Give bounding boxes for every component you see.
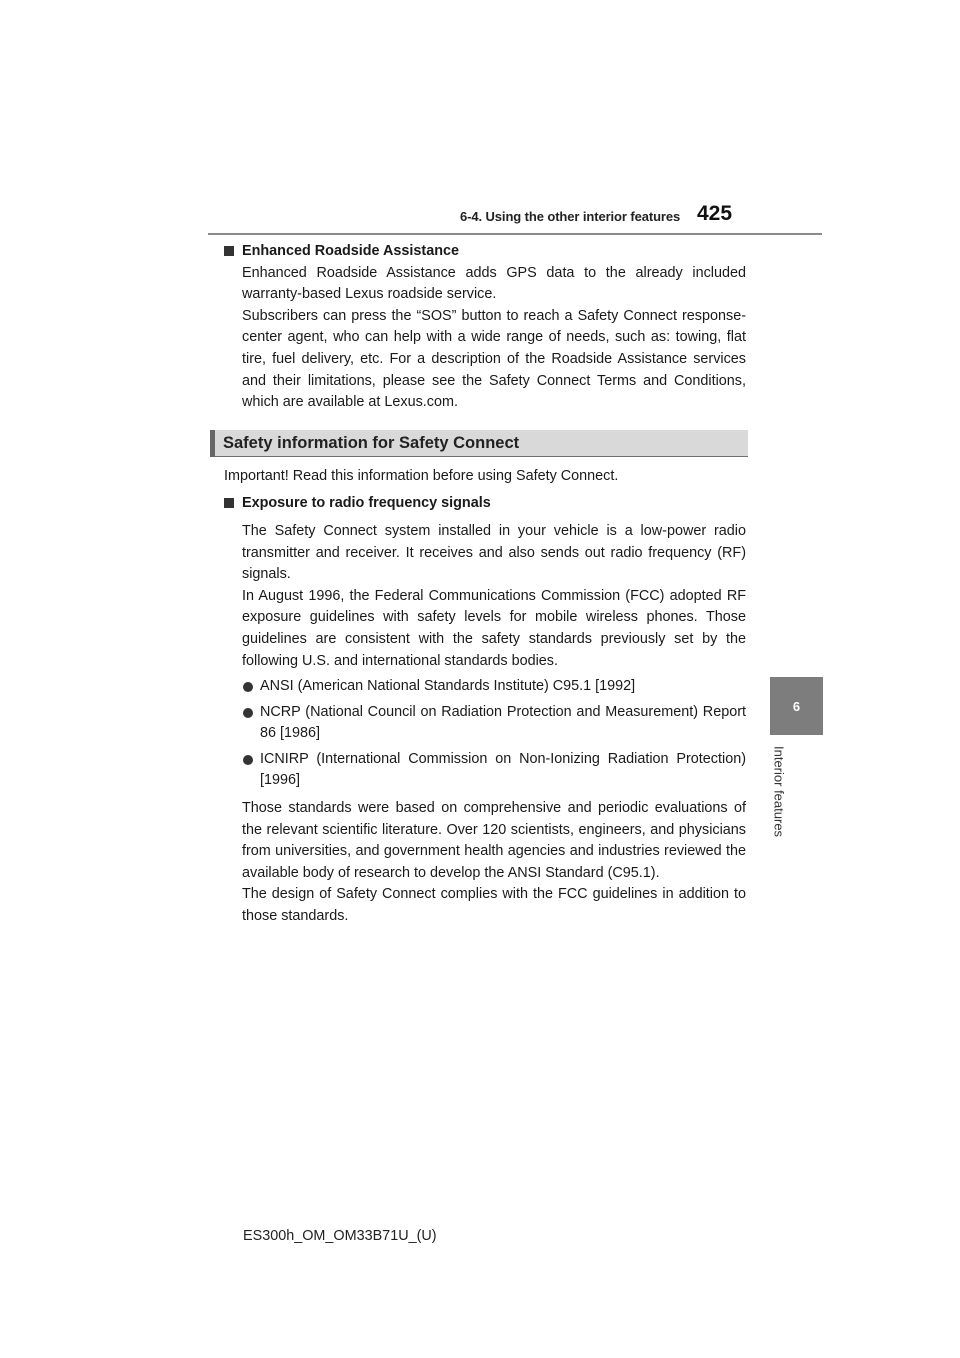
roadside-paragraph-2: Subscribers can press the “SOS” button to reach a Safety Connect response-center agent, who can help with a wide range of needs, such as: towing, flat tire, fuel delivery, etc. For a description of the Roadside Assistance services and their limitations, please see the Safety Connect Terms and Conditions, which are available at Lexus.com. (242, 307, 746, 411)
running-header-section: 6-4. Using the other interior features (460, 209, 681, 224)
exposure-paragraph-2: In August 1996, the Federal Communications Commission (FCC) adopted RF exposure guidelines with safety levels for mobile wireless phones. Those guidelines are consistent with the safety standards previously set by the following U.S. and international standards bodies. (242, 587, 746, 669)
section-title: Safety information for Safety Connect (223, 433, 520, 452)
list-item-text: ANSI (American National Standards Institute) C95.1 [1992] (260, 678, 636, 695)
exposure-paragraph-3: Those standards were based on comprehensive and periodic evaluations of the relevant scientific literature. Over 120 scientists, engineers, and physicians from universities, and government health agencies and industries reviewed the available body of research to develop the ANSI Standard (C95.1). (242, 800, 746, 881)
roadside-heading (224, 241, 746, 263)
exposure-heading (224, 493, 746, 515)
exposure-body (224, 521, 746, 672)
safety-intro: Important! Read this information before using Safety Connect. (224, 467, 619, 484)
header-divider (208, 233, 822, 235)
exposure-paragraph-1: The Safety Connect system installed in your vehicle is a low-power radio transmitter and receiver. It receives and also sends out radio frequency (RF) signals. (242, 522, 746, 583)
list-item (224, 702, 746, 745)
exposure-body-continued (224, 798, 746, 928)
chapter-side-label: Interior features (771, 746, 787, 838)
round-bullet-icon (243, 708, 253, 718)
list-item (224, 676, 746, 698)
section-title-accent (210, 430, 215, 457)
list-item-text: NCRP (National Council on Radiation Protection and Measurement) Report 86 [1986] (260, 703, 746, 742)
round-bullet-icon (243, 682, 253, 692)
list-item-text: ICNIRP (International Commission on Non-Ionizing Radiation Protection) [1996] (260, 750, 746, 789)
roadside-body (224, 263, 746, 414)
exposure-paragraph-4: The design of Safety Connect complies with the FCC guidelines in addition to those standards. (242, 886, 746, 925)
document-code: ES300h_OM_OM33B71U_(U) (243, 1228, 437, 1244)
chapter-number: 6 (792, 698, 801, 714)
roadside-heading-text: Enhanced Roadside Assistance (242, 243, 459, 259)
page-number: 425 (697, 202, 733, 225)
square-bullet-icon (224, 498, 234, 508)
round-bullet-icon (243, 755, 253, 765)
page-content (224, 241, 746, 928)
square-bullet-icon (224, 246, 234, 256)
chapter-tab (770, 677, 823, 735)
section-title-bar (210, 430, 748, 457)
exposure-heading-text: Exposure to radio frequency signals (242, 495, 491, 512)
standards-list (224, 676, 746, 792)
list-item (224, 749, 746, 792)
roadside-paragraph-1: Enhanced Roadside Assistance adds GPS data to the already included warranty-based Lexus roadside service. (242, 264, 746, 303)
